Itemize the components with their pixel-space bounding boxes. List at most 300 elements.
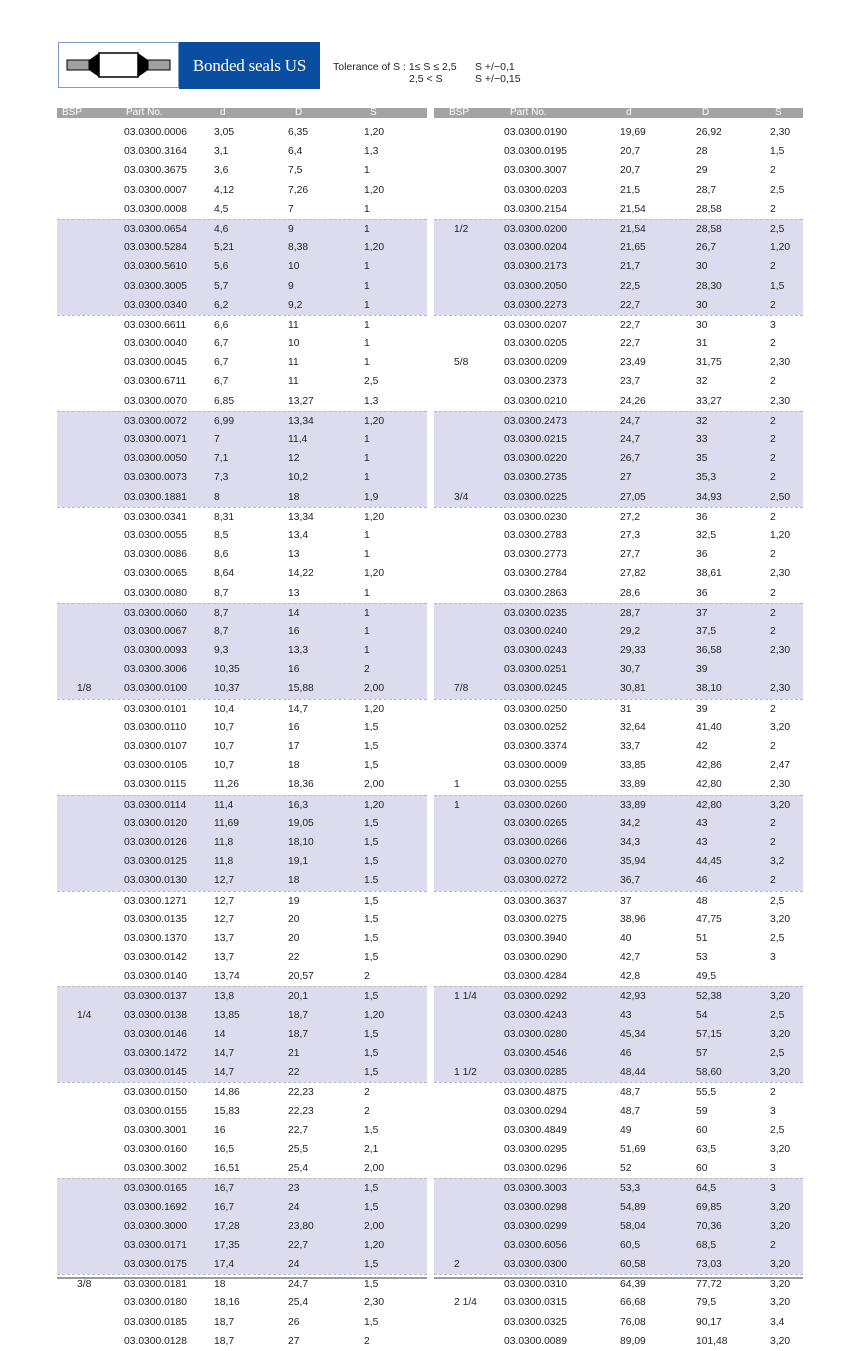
tolerance-value-1: S +/−0,1 — [475, 61, 515, 73]
d-cell: 64,39 — [620, 1279, 646, 1291]
d-cell: 19,69 — [620, 127, 646, 138]
D-cell: 25,4 — [288, 1297, 309, 1309]
D-cell: 13,27 — [288, 395, 314, 407]
part-no-cell: 03.0300.0100 — [124, 683, 187, 695]
S-cell: 1,3 — [364, 395, 379, 407]
col-header-bsp: BSP — [62, 107, 83, 118]
table-row — [434, 1140, 803, 1159]
D-cell: 34,93 — [696, 491, 722, 503]
d-cell: 27,2 — [620, 511, 641, 523]
d-cell: 10,4 — [214, 703, 235, 715]
part-no-cell: 03.0300.0310 — [504, 1279, 567, 1291]
D-cell: 6,35 — [288, 127, 309, 138]
d-cell: 27,3 — [620, 529, 641, 541]
D-cell: 33,27 — [696, 395, 722, 407]
part-no-cell: 03.0300.0250 — [504, 703, 567, 715]
part-no-cell: 03.0300.0260 — [504, 799, 567, 811]
table-row — [434, 948, 803, 967]
D-cell: 43 — [696, 817, 708, 829]
part-no-cell: 03.0300.0270 — [504, 856, 567, 868]
S-cell: 1,9 — [364, 491, 379, 503]
D-cell: 26,92 — [696, 127, 722, 138]
d-cell: 3,1 — [214, 146, 229, 158]
part-no-cell: 03.0300.0209 — [504, 357, 567, 369]
S-cell: 1,20 — [364, 511, 385, 523]
table-row — [57, 641, 427, 660]
table-row — [434, 1082, 803, 1101]
S-cell: 2,30 — [770, 127, 791, 138]
D-cell: 31,75 — [696, 357, 722, 369]
table-row — [434, 315, 803, 334]
D-cell: 32 — [696, 376, 708, 388]
S-cell: 1,5 — [364, 741, 379, 752]
bsp-cell: 2 — [454, 1259, 460, 1271]
S-cell: 2 — [770, 511, 776, 523]
D-cell: 28,58 — [696, 223, 722, 235]
part-no-cell: 03.0300.0093 — [124, 645, 187, 657]
S-cell: 3,20 — [770, 1259, 791, 1271]
d-cell: 16,7 — [214, 1183, 235, 1195]
d-cell: 17,28 — [214, 1220, 240, 1232]
table-row — [434, 756, 803, 775]
d-cell: 40 — [620, 932, 632, 944]
d-cell: 11,8 — [214, 856, 234, 868]
D-cell: 22,23 — [288, 1105, 314, 1117]
d-cell: 42,8 — [620, 971, 641, 983]
d-cell: 38,96 — [620, 913, 646, 925]
tolerance-condition-1: Tolerance of S : 1≤ S ≤ 2,5 — [333, 61, 457, 73]
table-row — [57, 1140, 427, 1159]
part-no-cell: 03.0300.5284 — [124, 242, 187, 254]
D-cell: 14 — [288, 607, 300, 619]
S-cell: 1,5 — [364, 721, 379, 733]
bsp-cell: 1/2 — [454, 223, 469, 235]
D-cell: 38,10 — [696, 683, 722, 695]
part-no-cell: 03.0300.0315 — [504, 1297, 567, 1309]
D-cell: 39 — [696, 664, 708, 676]
d-cell: 11,4 — [214, 799, 234, 811]
S-cell: 1 — [364, 338, 370, 350]
D-cell: 57,15 — [696, 1028, 722, 1040]
part-no-cell: 03.0300.0107 — [124, 741, 187, 752]
d-cell: 22,7 — [620, 299, 641, 311]
d-cell: 5,21 — [214, 242, 235, 254]
D-cell: 52,38 — [696, 991, 722, 1003]
S-cell: 2 — [770, 472, 776, 484]
table-row — [434, 142, 803, 161]
d-cell: 21,5 — [620, 184, 641, 196]
d-cell: 14,7 — [214, 1067, 235, 1079]
S-cell: 2,30 — [770, 568, 791, 580]
D-cell: 23 — [288, 1183, 300, 1195]
table-row — [434, 449, 803, 468]
table-row — [57, 622, 427, 641]
D-cell: 22 — [288, 1067, 300, 1079]
D-cell: 19,1 — [288, 856, 309, 868]
part-no-cell: 03.0300.0296 — [504, 1163, 567, 1175]
part-no-cell: 03.0300.3164 — [124, 146, 187, 158]
S-cell: 1,5 — [364, 836, 379, 848]
table-row — [434, 507, 803, 526]
part-no-cell: 03.0300.4284 — [504, 971, 567, 983]
S-cell: 3,2 — [770, 856, 785, 868]
S-cell: 2,5 — [770, 223, 785, 235]
part-no-cell: 03.0300.0294 — [504, 1105, 567, 1117]
D-cell: 32,5 — [696, 529, 717, 541]
table-row — [57, 392, 427, 411]
d-cell: 48,44 — [620, 1067, 646, 1079]
part-no-cell: 03.0300.0101 — [124, 703, 187, 715]
table-row — [57, 1082, 427, 1101]
part-no-cell: 03.0300.0115 — [124, 779, 187, 791]
table-row — [57, 814, 427, 833]
part-no-cell: 03.0300.1472 — [124, 1048, 187, 1059]
D-cell: 20 — [288, 932, 300, 944]
part-no-cell: 03.0300.0050 — [124, 453, 187, 465]
D-cell: 22,7 — [288, 1239, 309, 1251]
part-no-cell: 03.0300.0140 — [124, 971, 187, 983]
part-no-cell: 03.0300.0299 — [504, 1220, 567, 1232]
part-no-cell: 03.0300.3005 — [124, 280, 187, 292]
D-cell: 13,34 — [288, 511, 314, 523]
S-cell: 3,20 — [770, 1297, 791, 1309]
D-cell: 57 — [696, 1048, 708, 1059]
D-cell: 9 — [288, 223, 294, 235]
D-cell: 20 — [288, 913, 300, 925]
table-row — [434, 795, 803, 814]
part-no-cell: 03.0300.0175 — [124, 1259, 187, 1271]
D-cell: 20,1 — [288, 991, 309, 1003]
D-cell: 49,5 — [696, 971, 717, 983]
S-cell: 1,20 — [364, 568, 385, 580]
d-cell: 12,7 — [214, 895, 235, 907]
table-row — [57, 795, 427, 814]
D-cell: 18,7 — [288, 1028, 309, 1040]
table-row — [434, 1025, 803, 1044]
table-row — [57, 679, 427, 698]
table-row — [57, 775, 427, 794]
part-no-cell: 03.0300.0128 — [124, 1335, 187, 1347]
D-cell: 42 — [696, 741, 708, 752]
d-cell: 6,7 — [214, 376, 229, 388]
D-cell: 13,3 — [288, 645, 309, 657]
D-cell: 37,5 — [696, 625, 717, 637]
S-cell: 2 — [770, 261, 776, 273]
d-cell: 42,7 — [620, 952, 641, 964]
S-cell: 1 — [364, 453, 370, 465]
S-cell: 3,20 — [770, 1143, 791, 1155]
d-cell: 17,4 — [214, 1259, 235, 1271]
table-row — [434, 603, 803, 622]
S-cell: 1 — [364, 549, 370, 561]
table-row — [57, 334, 427, 353]
D-cell: 10 — [288, 338, 300, 350]
S-cell: 2 — [770, 165, 776, 177]
table-row — [434, 1313, 803, 1332]
D-cell: 18 — [288, 760, 300, 772]
part-no-cell: 03.0300.0071 — [124, 434, 187, 445]
D-cell: 7,5 — [288, 165, 303, 177]
table-row — [57, 430, 427, 449]
S-cell: 2,47 — [770, 760, 791, 772]
d-cell: 58,04 — [620, 1220, 646, 1232]
S-cell: 2 — [770, 875, 776, 887]
d-cell: 60,58 — [620, 1259, 646, 1271]
S-cell: 1,5 — [364, 991, 379, 1003]
S-cell: 3,20 — [770, 991, 791, 1003]
S-cell: 1,20 — [364, 1009, 385, 1021]
part-no-cell: 03.0300.0114 — [124, 799, 187, 811]
S-cell: 1,5 — [364, 1124, 379, 1136]
d-cell: 30,7 — [620, 664, 641, 676]
part-no-cell: 03.0300.0086 — [124, 549, 187, 561]
D-cell: 79,5 — [696, 1297, 717, 1309]
part-no-cell: 03.0300.0341 — [124, 511, 187, 523]
S-cell: 1 — [364, 357, 370, 369]
S-cell: 3,4 — [770, 1316, 785, 1328]
S-cell: 2 — [770, 434, 776, 445]
S-cell: 1 — [364, 645, 370, 657]
S-cell: 2,5 — [770, 184, 785, 196]
S-cell: 1,20 — [364, 1239, 385, 1251]
S-cell: 2,30 — [364, 1297, 385, 1309]
D-cell: 18 — [288, 491, 300, 503]
part-no-cell: 03.0300.0220 — [504, 453, 567, 465]
D-cell: 24,7 — [288, 1279, 309, 1291]
S-cell: 1 — [364, 625, 370, 637]
D-cell: 22 — [288, 952, 300, 964]
S-cell: 1,20 — [364, 127, 385, 138]
D-cell: 77,72 — [696, 1279, 722, 1291]
part-no-cell: 03.0300.1881 — [124, 491, 187, 503]
part-no-cell: 03.0300.0205 — [504, 338, 567, 350]
d-cell: 22,5 — [620, 280, 641, 292]
part-no-cell: 03.0300.0265 — [504, 817, 567, 829]
part-no-cell: 03.0300.0060 — [124, 607, 187, 619]
table-row — [57, 584, 427, 603]
S-cell: 2 — [770, 549, 776, 561]
table-row — [434, 967, 803, 986]
S-cell: 3,20 — [770, 913, 791, 925]
table-row — [434, 641, 803, 660]
d-cell: 14 — [214, 1028, 226, 1040]
S-cell: 2,00 — [364, 1220, 385, 1232]
part-no-cell: 03.0300.0251 — [504, 664, 567, 676]
d-cell: 4,5 — [214, 203, 229, 215]
D-cell: 41,40 — [696, 721, 722, 733]
S-cell: 1 — [364, 434, 370, 445]
D-cell: 30 — [696, 319, 708, 331]
d-cell: 9,3 — [214, 645, 229, 657]
d-cell: 31 — [620, 703, 632, 715]
table-row — [57, 526, 427, 545]
d-cell: 21,65 — [620, 242, 646, 254]
table-row — [434, 123, 803, 142]
d-cell: 53,3 — [620, 1183, 641, 1195]
S-cell: 1,20 — [364, 799, 385, 811]
table-row — [434, 1332, 803, 1351]
d-cell: 13,8 — [214, 991, 235, 1003]
part-no-cell: 03.0300.0142 — [124, 952, 187, 964]
part-no-cell: 03.0300.0245 — [504, 683, 567, 695]
S-cell: 2 — [770, 299, 776, 311]
table-row — [57, 1025, 427, 1044]
d-cell: 8,7 — [214, 625, 229, 637]
table-row — [434, 219, 803, 238]
S-cell: 1,5 — [364, 1028, 379, 1040]
S-cell: 1 — [364, 319, 370, 331]
S-cell: 1 — [364, 261, 370, 273]
table-row — [434, 372, 803, 391]
D-cell: 33 — [696, 434, 708, 445]
D-cell: 7 — [288, 203, 294, 215]
table-row — [434, 488, 803, 507]
d-cell: 48,7 — [620, 1087, 641, 1099]
table-row — [434, 1198, 803, 1217]
d-cell: 18,7 — [214, 1335, 235, 1347]
D-cell: 18,7 — [288, 1009, 309, 1021]
S-cell: 1 — [364, 203, 370, 215]
D-cell: 24 — [288, 1201, 300, 1213]
d-cell: 29,33 — [620, 645, 646, 657]
table-row — [57, 967, 427, 986]
S-cell: 2 — [770, 203, 776, 215]
part-no-cell: 03.0300.3002 — [124, 1163, 187, 1175]
d-cell: 6,2 — [214, 299, 229, 311]
table-row — [434, 1063, 803, 1082]
S-cell: 1,5 — [364, 952, 379, 964]
table-row — [57, 699, 427, 718]
D-cell: 101,48 — [696, 1335, 728, 1347]
d-cell: 8,7 — [214, 607, 229, 619]
D-cell: 36 — [696, 511, 708, 523]
S-cell: 2,5 — [770, 1124, 785, 1136]
table-row — [434, 1217, 803, 1236]
table-header — [434, 108, 803, 118]
d-cell: 29,2 — [620, 625, 641, 637]
S-cell: 3,20 — [770, 1067, 791, 1079]
table-row — [434, 1044, 803, 1063]
d-cell: 7,1 — [214, 453, 229, 465]
d-cell: 89,09 — [620, 1335, 646, 1347]
part-no-cell: 03.0300.0195 — [504, 146, 567, 158]
S-cell: 2,30 — [770, 683, 791, 695]
S-cell: 3,20 — [770, 1220, 791, 1232]
S-cell: 2,5 — [770, 895, 785, 907]
S-cell: 3,20 — [770, 1201, 791, 1213]
S-cell: 1 — [364, 607, 370, 619]
D-cell: 13 — [288, 587, 300, 599]
d-cell: 12,7 — [214, 913, 235, 925]
S-cell: 1,5 — [364, 760, 379, 772]
S-cell: 2,50 — [770, 491, 791, 503]
D-cell: 58,60 — [696, 1067, 722, 1079]
part-no-cell: 03.0300.0146 — [124, 1028, 187, 1040]
bsp-cell: 1 1/4 — [454, 991, 477, 1003]
S-cell: 1,5 — [364, 913, 379, 925]
col-header-part-no: Part No. — [510, 107, 547, 118]
d-cell: 21,7 — [620, 261, 641, 273]
table-row — [57, 219, 427, 238]
part-no-cell: 03.0300.0292 — [504, 991, 567, 1003]
d-cell: 22,7 — [620, 319, 641, 331]
d-cell: 23,49 — [620, 357, 646, 369]
S-cell: 1,20 — [364, 703, 385, 715]
table-row — [57, 871, 427, 890]
table-row — [57, 1293, 427, 1312]
part-no-cell: 03.0300.0110 — [124, 721, 187, 733]
d-cell: 66,68 — [620, 1297, 646, 1309]
table-row — [434, 564, 803, 583]
d-cell: 13,74 — [214, 971, 240, 983]
product-logo — [58, 42, 179, 88]
table-row — [57, 1159, 427, 1178]
part-no-cell: 03.0300.0120 — [124, 817, 187, 829]
d-cell: 35,94 — [620, 856, 646, 868]
D-cell: 11 — [288, 357, 299, 369]
d-cell: 8,5 — [214, 529, 229, 541]
table-row — [434, 545, 803, 564]
table-row — [434, 910, 803, 929]
d-cell: 12,7 — [214, 875, 235, 887]
table-row — [57, 161, 427, 180]
D-cell: 16 — [288, 721, 300, 733]
S-cell: 2 — [770, 836, 776, 848]
part-no-cell: 03.0300.3675 — [124, 165, 187, 177]
table-row — [434, 584, 803, 603]
table-row — [434, 430, 803, 449]
d-cell: 20,7 — [620, 165, 641, 177]
table-row — [434, 1178, 803, 1197]
table-row — [434, 833, 803, 852]
S-cell: 1,5 — [364, 1201, 379, 1213]
table-row — [57, 411, 427, 430]
d-cell: 43 — [620, 1009, 632, 1021]
S-cell: 2 — [770, 817, 776, 829]
d-cell: 20,7 — [620, 146, 641, 158]
part-no-cell: 03.0300.1370 — [124, 932, 187, 944]
part-no-cell: 03.0300.0126 — [124, 836, 187, 848]
part-no-cell: 03.0300.0325 — [504, 1316, 567, 1328]
bsp-cell: 2 1/4 — [454, 1297, 477, 1309]
S-cell: 2 — [770, 587, 776, 599]
d-cell: 6,7 — [214, 357, 229, 369]
part-no-cell: 03.0300.6711 — [124, 376, 187, 388]
d-cell: 33,89 — [620, 799, 646, 811]
bsp-cell: 5/8 — [454, 357, 469, 369]
part-no-cell: 03.0300.0298 — [504, 1201, 567, 1213]
part-no-cell: 03.0300.3940 — [504, 932, 567, 944]
D-cell: 26,7 — [696, 242, 717, 254]
S-cell: 2 — [364, 971, 370, 983]
part-no-cell: 03.0300.0080 — [124, 587, 187, 599]
part-no-cell: 03.0300.0300 — [504, 1259, 567, 1271]
d-cell: 17,35 — [214, 1239, 240, 1251]
S-cell: 1 — [364, 299, 370, 311]
d-cell: 24,26 — [620, 395, 646, 407]
D-cell: 54 — [696, 1009, 708, 1021]
table-row — [57, 910, 427, 929]
part-no-cell: 03.0300.0070 — [124, 395, 187, 407]
table-row — [434, 296, 803, 315]
table-row — [434, 238, 803, 257]
D-cell: 7,26 — [288, 184, 309, 196]
D-cell: 13 — [288, 549, 300, 561]
col-header-D: D — [295, 107, 303, 118]
S-cell: 1 — [364, 587, 370, 599]
part-no-cell: 03.0300.2773 — [504, 549, 567, 561]
part-no-cell: 03.0300.0040 — [124, 338, 187, 350]
